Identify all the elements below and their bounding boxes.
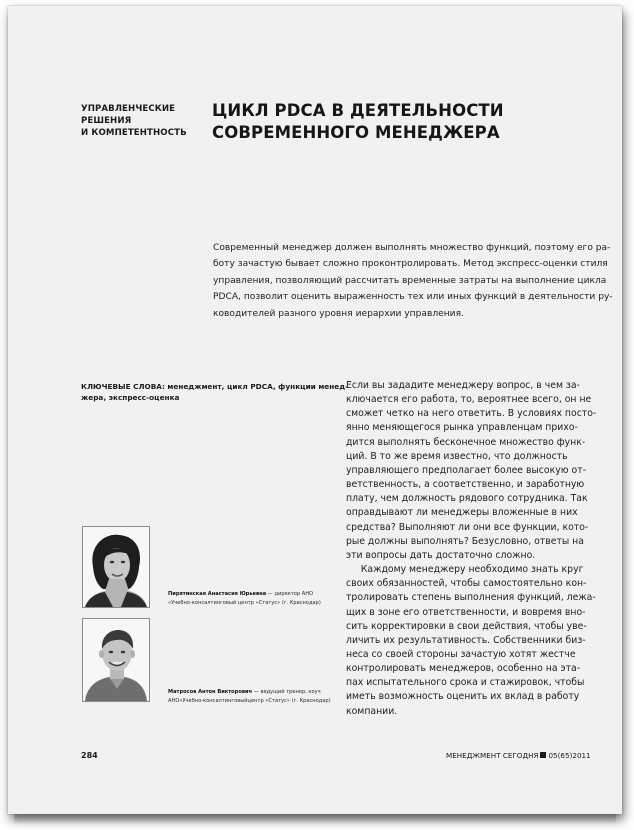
- body-line: управляющего предполагает более высокую от-: [346, 464, 586, 476]
- body-line: тролировать степень выполнения функций, лежа-: [346, 592, 596, 604]
- body-line: компании.: [346, 705, 398, 717]
- body-line: сить корректировки в свои действия, чтобы уве-: [346, 620, 587, 632]
- author-role: — директор АНО: [266, 591, 314, 597]
- author-caption-2: [168, 688, 338, 706]
- author-caption-1: [168, 590, 338, 608]
- section-line: РЕШЕНИЯ: [81, 116, 132, 126]
- body-line: плату, чем должность рядового сотрудника. Так: [346, 493, 588, 505]
- body-line: иметь возможность оценить их вклад в работу: [346, 691, 580, 703]
- body-line: янно меняющегося рынка управленцам прихо-: [346, 422, 578, 434]
- author-name: Пирятинская Анастасия Юрьевна: [168, 591, 267, 597]
- abstract-line: управления, позволяющий рассчитать временные затраты на выполнение цикла: [213, 275, 607, 286]
- author-role: — ведущий тренер, коуч: [252, 689, 321, 695]
- body-line: щих в зоне его ответственности, и вовремя вно-: [346, 606, 586, 618]
- abstract-line: боту зачастую бывает сложно проконтролировать. Метод экспресс-оценки стиля: [213, 259, 608, 270]
- abstract-line: ководителей разного уровня иерархии управления.: [213, 308, 464, 319]
- keywords: [81, 382, 349, 403]
- body-line: средства? Выполняют ли они все функции, кото-: [346, 521, 589, 533]
- title-line: ЦИКЛ PDCA В ДЕЯТЕЛЬНОСТИ: [212, 101, 504, 120]
- body-line: ветственность, а соответственно, и заработную: [346, 479, 585, 491]
- body-line: сможет четко на него ответить. В условиях посто-: [346, 408, 597, 420]
- journal-page: [8, 6, 622, 814]
- author-photo-1: [82, 526, 150, 608]
- body-line: Каждому менеджеру необходимо знать круг: [346, 564, 584, 576]
- body-line: неса со своей стороны зачастую хотят жестче: [346, 648, 576, 660]
- body-line: ций. В то же время известно, что должность: [346, 450, 568, 462]
- author-affiliation: «Учебно-консалтинговый центр «Статус» (г. Краснодар): [168, 600, 321, 606]
- article-title: [212, 100, 504, 144]
- abstract-line: Современный менеджер должен выполнять множество функций, поэтому его ра-: [213, 243, 611, 253]
- keywords-line: КЛЮЧЕВЫЕ СЛОВА: менеджмент, цикл PDCA, функции менед-: [81, 382, 349, 391]
- author-affiliation: АНО«Учебно-консалтинговыйцентр «Статус» (г. Краснодар): [168, 698, 331, 704]
- article-abstract: [213, 240, 613, 322]
- author-name: Матросов Антон Викторович: [168, 689, 253, 695]
- section-heading: [81, 103, 187, 139]
- body-line: контролировать менеджеров, особенно на эта-: [346, 663, 581, 675]
- body-line: оправдывают ли менеджеры вложенные в них: [346, 507, 578, 519]
- man-portrait-icon: [83, 619, 149, 701]
- body-line: пах испытательного срока и стажировок, чтобы: [346, 677, 585, 689]
- issue-number: 05(65)2011: [548, 751, 591, 760]
- section-line: УПРАВЛЕНЧЕСКИЕ: [81, 104, 176, 114]
- section-line: И КОМПЕТЕНТНОСТЬ: [81, 128, 187, 138]
- body-line: личить их результативность. Собственники биз-: [346, 634, 586, 646]
- journal-name: МЕНЕДЖМЕНТ СЕГОДНЯ: [446, 751, 539, 760]
- journal-footer: [446, 751, 591, 760]
- abstract-line: PDCA, позволит оценить выраженность тех или иных функций в деятельности ру-: [213, 292, 613, 303]
- author-photo-2: [82, 618, 150, 702]
- body-line: рые должны выполнять? Безусловно, ответы на: [346, 535, 584, 547]
- body-line: своих обязанностей, чтобы самостоятельно кон-: [346, 578, 587, 590]
- title-line: СОВРЕМЕННОГО МЕНЕДЖЕРА: [212, 123, 500, 142]
- page-number: 284: [81, 751, 98, 760]
- woman-portrait-icon: [83, 527, 149, 607]
- article-body: [346, 379, 596, 719]
- body-line: Если вы зададите менеджеру вопрос, в чем за-: [346, 380, 580, 391]
- keywords-line: жера, экспресс-оценка: [81, 392, 180, 402]
- body-line: ключается его работа, то, вероятнее всего, он не: [346, 394, 592, 406]
- body-line: эти вопросы дать достаточно сложно.: [346, 549, 536, 561]
- body-line: дится выполнять бесконечное множество функ-: [346, 436, 586, 448]
- square-bullet-icon: [540, 752, 546, 758]
